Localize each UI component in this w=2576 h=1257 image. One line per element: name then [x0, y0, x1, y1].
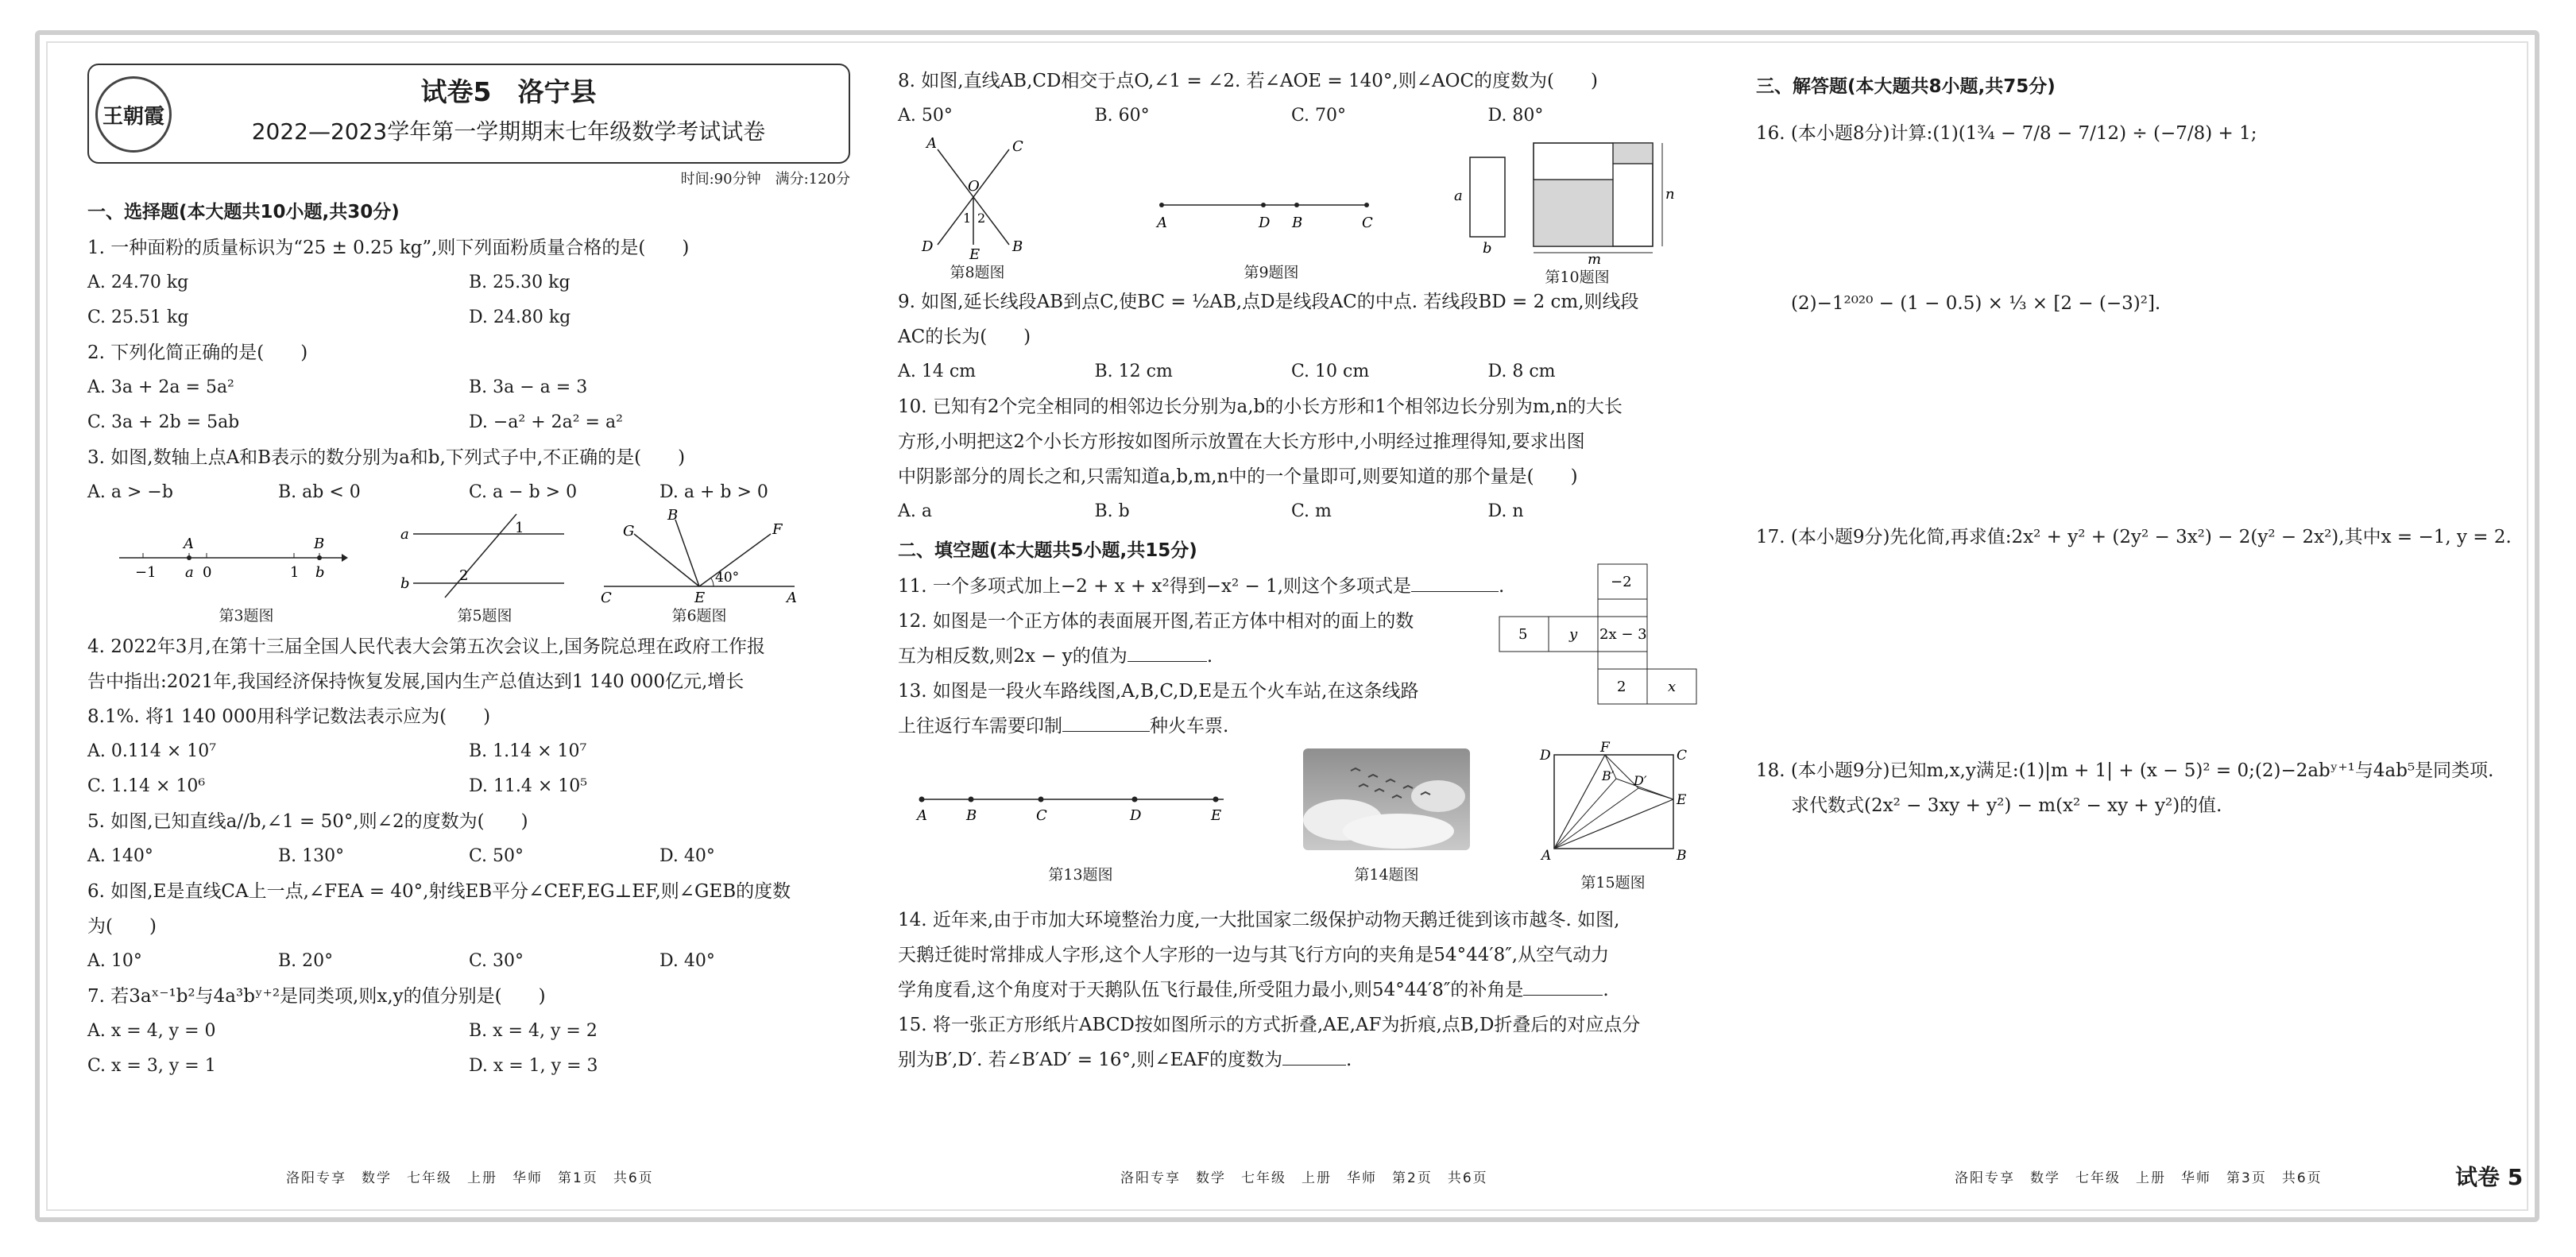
option: B. 25.30 kg — [469, 273, 571, 292]
question-15-line — [898, 1042, 1684, 1077]
answer-blank[interactable] — [1523, 995, 1603, 996]
figure-3-number-line — [111, 526, 350, 598]
figure-15-caption: 第15题图 — [1580, 874, 1646, 892]
option: C. x = 3, y = 1 — [87, 1056, 216, 1076]
fig3-label: B — [314, 536, 325, 552]
question-14-line: 14. 近年来,由于市加大环境整治力度,一大批国家二级保护动物天鹅迁徙到该市越冬. 如图, — [898, 910, 1620, 930]
question-10-line: 中阴影部分的周长之和,只需知道a,b,m,n中的一个量即可,则要知道的那个量是( ) — [898, 466, 1578, 487]
option: C. a − b > 0 — [469, 482, 578, 502]
option: A. 50° — [898, 106, 953, 126]
fig5-label: 2 — [459, 567, 469, 584]
fig8-label: D — [922, 238, 934, 255]
figure-10-rectangles — [1454, 133, 1677, 268]
figure-13-railway — [914, 783, 1232, 831]
fig5-label: a — [400, 526, 409, 543]
q12-text: 互为相反数,则2x − y的值为 — [898, 646, 1127, 667]
fig10-label: b — [1483, 240, 1492, 257]
options-q1 — [87, 300, 850, 335]
fig13-label: E — [1211, 807, 1222, 824]
answer-blank[interactable] — [1062, 731, 1150, 732]
figures-row-1 — [87, 507, 850, 629]
question-3: 3. 如图,数轴上点A和B表示的数分别为a和b,下列式子中,不正确的是( ) — [87, 447, 686, 468]
option: A. 24.70 kg — [87, 273, 189, 292]
option: C. 3a + 2b = 5ab — [87, 412, 240, 432]
fig6-label: 40° — [715, 570, 740, 586]
fig6-label: A — [787, 590, 797, 606]
fig10-label: n — [1665, 186, 1675, 203]
options-q1 — [87, 265, 850, 300]
figure-6-angles — [596, 507, 803, 606]
exam-meta: 时间:90分钟 满分:120分 — [680, 171, 850, 188]
q14-end: . — [1603, 980, 1609, 1000]
fig13-label: A — [917, 807, 927, 824]
options-q4 — [87, 769, 850, 804]
fig13-label: C — [1036, 807, 1047, 824]
fig3-label: −1 — [135, 564, 157, 581]
fig10-label: a — [1454, 188, 1463, 204]
net-cell: 2x − 3 — [1599, 626, 1647, 643]
fig9-label: C — [1362, 215, 1373, 231]
option: C. 70° — [1291, 106, 1347, 126]
exam-subtitle: 2022—2023学年第一学期期末七年级数学考试试卷 — [251, 118, 766, 145]
figure-5-caption: 第5题图 — [457, 607, 512, 625]
question-9-line: 9. 如图,延长线段AB到点C,使BC = ½AB,点D是线段AC的中点. 若线段BD = 2 cm,则线段 — [898, 292, 1639, 312]
option: B. ab < 0 — [278, 482, 361, 502]
option: B. 3a − a = 3 — [469, 377, 588, 397]
option: A. a — [898, 501, 932, 521]
q11-end: . — [1499, 576, 1505, 597]
options-q4 — [87, 734, 850, 769]
figure-14-swans-photo — [1303, 748, 1470, 850]
fig3-label: b — [315, 564, 325, 581]
column-2 — [898, 64, 1688, 1077]
page-footer: 洛阳专享 数学 七年级 上册 华师 第3页 共6页 — [1955, 1170, 2323, 1186]
fig15-label: D — [1540, 748, 1551, 764]
fig8-label: 1 — [963, 211, 972, 226]
question-18-line: 求代数式(2x² − 3xy + y²) − m(x² − xy + y²)的值. — [1791, 795, 2222, 816]
question-4-line: 4. 2022年3月,在第十三届全国人民代表大会第五次会议上,国务院总理在政府工作报 — [87, 636, 766, 657]
option: D. x = 1, y = 3 — [469, 1056, 598, 1076]
fig15-label: C — [1677, 748, 1688, 764]
question-10-line: 10. 已知有2个完全相同的相邻边长分别为a,b的小长方形和1个相邻边长分别为m,n的大长 — [898, 396, 1623, 417]
question-7: 7. 若3aˣ⁻¹b²与4a³bʸ⁺²是同类项,则x,y的值分别是( ) — [87, 986, 546, 1007]
section-title: 一、选择题(本大题共10小题,共30分) — [87, 202, 400, 222]
option: A. 140° — [87, 846, 153, 866]
logo-text: 王朝霞 — [102, 104, 164, 129]
question-4-line: 告中指出:2021年,我国经济保持恢复发展,国内生产总值达到1 140 000亿元,增长 — [87, 671, 745, 692]
answer-blank[interactable] — [1282, 1065, 1346, 1066]
question-2: 2. 下列化简正确的是( ) — [87, 342, 308, 363]
fig3-label: 0 — [203, 564, 212, 581]
fig8-label: O — [968, 178, 980, 195]
fig13-label: D — [1130, 807, 1142, 824]
column-3 — [1756, 64, 2512, 823]
fig13-label: B — [966, 807, 977, 824]
options-q7 — [87, 1014, 850, 1049]
option: D. n — [1487, 501, 1524, 521]
q13-end: 种火车票. — [1150, 716, 1229, 737]
answer-space — [1756, 321, 2495, 520]
fig15-label: F — [1600, 740, 1610, 756]
figure-3-caption: 第3题图 — [219, 607, 274, 625]
fig5-label: b — [400, 575, 410, 592]
fig6-label: B — [667, 507, 679, 524]
answer-blank[interactable] — [1127, 661, 1207, 662]
options-q2 — [87, 370, 850, 405]
option: C. 1.14 × 10⁶ — [87, 776, 206, 796]
fig6-label: E — [694, 590, 706, 606]
options-q8 — [898, 99, 1684, 133]
fig8-label: C — [1012, 138, 1023, 155]
fig8-label: E — [969, 246, 981, 263]
section-title: 二、填空题(本大题共5小题,共15分) — [898, 540, 1197, 561]
option: B. 12 cm — [1094, 362, 1173, 381]
figure-13-caption: 第13题图 — [1048, 866, 1113, 884]
figure-9-segment — [1152, 189, 1390, 245]
page-footer: 洛阳专享 数学 七年级 上册 华师 第1页 共6页 — [286, 1170, 654, 1186]
options-q6 — [87, 944, 850, 979]
fig6-label: C — [601, 590, 612, 606]
page-footer: 洛阳专享 数学 七年级 上册 华师 第2页 共6页 — [1120, 1170, 1488, 1186]
option: D. 40° — [659, 951, 715, 971]
fig9-label: A — [1157, 215, 1167, 231]
option: A. 10° — [87, 951, 142, 971]
option: A. 3a + 2a = 5a² — [87, 377, 234, 397]
option: B. b — [1094, 501, 1130, 521]
fig8-label: 2 — [977, 211, 986, 226]
fig15-label: B — [1677, 848, 1687, 864]
option: C. 10 cm — [1291, 362, 1370, 381]
fig9-label: B — [1292, 215, 1303, 231]
option: D. −a² + 2a² = a² — [469, 412, 623, 432]
option: D. 80° — [1487, 106, 1544, 126]
question-15-line: 15. 将一张正方形纸片ABCD按如图所示的方式折叠,AE,AF为折痕,点B,D折叠后的对应点分 — [898, 1015, 1641, 1035]
cube-net-figure — [1490, 561, 1704, 720]
fig6-label: F — [772, 521, 783, 538]
brand-logo-icon — [95, 76, 172, 153]
question-14-line — [898, 973, 1684, 1008]
q15-text: 别为B′,D′. 若∠B′AD′ = 16°,则∠EAF的度数为 — [898, 1050, 1282, 1070]
question-18-line: 18. (本小题9分)已知m,x,y满足:(1)|m + 1| + (x − 5)² = 0;(2)−2abʸ⁺¹与4ab⁵是同类项. — [1756, 760, 2494, 781]
exam-title: 试卷5 洛宁县 — [420, 76, 597, 107]
option: B. 60° — [1094, 106, 1150, 126]
option: A. x = 4, y = 0 — [87, 1021, 216, 1041]
q15-end: . — [1346, 1050, 1352, 1070]
question-12-line: 12. 如图是一个正方体的表面展开图,若正方体中相对的面上的数 — [898, 611, 1414, 632]
question-6-line: 为( ) — [87, 916, 157, 937]
fig15-label: D′ — [1634, 773, 1647, 788]
question-8: 8. 如图,直线AB,CD相交于点O,∠1 = ∠2. 若∠AOE = 140°,则∠AOC的度数为( ) — [898, 71, 1598, 91]
fig8-label: A — [926, 135, 937, 152]
options-q3 — [87, 475, 850, 510]
option: A. 14 cm — [898, 362, 977, 381]
column-1 — [87, 64, 850, 1084]
question-10-line: 方形,小明把这2个小长方形按如图所示放置在大长方形中,小明经过推理得知,要求出图 — [898, 431, 1585, 452]
question-9-line: AC的长为( ) — [898, 327, 1031, 347]
exam-header — [87, 64, 850, 164]
options-q10 — [898, 494, 1684, 529]
fig9-label: D — [1259, 215, 1271, 231]
answer-space — [1756, 151, 2495, 286]
question-1: 1. 一种面粉的质量标识为“25 ± 0.25 kg”,则下列面粉质量合格的是( ) — [87, 238, 690, 258]
option: B. 1.14 × 10⁷ — [469, 741, 587, 761]
q14-text: 学角度看,这个角度对于天鹅队伍飞行最佳,所受阻力最小,则54°44′8″的补角是 — [898, 980, 1524, 1000]
fig3-label: A — [184, 536, 194, 552]
net-cell: x — [1668, 679, 1677, 695]
q13-text: 上往返行车需要印制 — [898, 716, 1062, 737]
options-q9 — [898, 354, 1684, 389]
net-cell: y — [1569, 626, 1578, 643]
option: C. 30° — [469, 951, 524, 971]
question-16-part1: 16. (本小题8分)计算:(1)(1¾ − 7/8 − 7/12) ÷ (−7/8) + 1; — [1756, 123, 2257, 144]
figures-row-2 — [898, 133, 1684, 284]
question-6-line: 6. 如图,E是直线CA上一点,∠FEA = 40°,射线EB平分∠CEF,EG⊥EF,则∠GEB的度数 — [87, 881, 791, 902]
net-cell: 2 — [1617, 679, 1626, 695]
option: B. x = 4, y = 2 — [469, 1021, 598, 1041]
q12-end: . — [1206, 646, 1213, 667]
answer-blank[interactable] — [1411, 591, 1499, 592]
fig6-label: G — [623, 523, 635, 540]
option: C. 25.51 kg — [87, 307, 189, 327]
option: C. 50° — [469, 846, 524, 866]
figure-5-parallel-lines — [397, 510, 572, 598]
fig15-label: B′ — [1602, 768, 1615, 783]
fig5-label: 1 — [515, 520, 524, 536]
fill-blank-block — [898, 569, 1684, 744]
figure-8-intersecting-lines — [914, 133, 1033, 263]
q11-text: 11. 一个多项式加上−2 + x + x²得到−x² − 1,则这个多项式是 — [898, 576, 1412, 597]
option: D. 11.4 × 10⁵ — [469, 776, 588, 796]
figure-14-caption: 第14题图 — [1354, 866, 1419, 884]
option: C. m — [1291, 501, 1332, 521]
option: B. 20° — [278, 951, 334, 971]
options-q7 — [87, 1049, 850, 1084]
fig3-label: a — [185, 564, 194, 581]
question-5: 5. 如图,已知直线a//b,∠1 = 50°,则∠2的度数为( ) — [87, 811, 528, 832]
figure-9-caption: 第9题图 — [1244, 264, 1299, 281]
question-13-line: 13. 如图是一段火车路线图,A,B,C,D,E是五个火车站,在这条线路 — [898, 681, 1419, 702]
fig3-label: 1 — [290, 564, 300, 581]
figure-6-caption: 第6题图 — [671, 607, 727, 625]
figure-8-caption: 第8题图 — [950, 264, 1005, 281]
option: B. 130° — [278, 846, 345, 866]
fig15-label: A — [1541, 848, 1552, 864]
figures-row-3 — [898, 740, 1688, 903]
options-q2 — [87, 405, 850, 440]
option: D. 40° — [659, 846, 715, 866]
net-cell: 5 — [1518, 626, 1528, 643]
option: A. 0.114 × 10⁷ — [87, 741, 217, 761]
fig8-label: B — [1012, 238, 1023, 255]
question-17: 17. (本小题9分)先化简,再求值:2x² + y² + (2y² − 3x²) − 2(y² − 2x²),其中x = −1, y = 2. — [1756, 527, 2512, 547]
net-cell: −2 — [1611, 574, 1632, 590]
question-4-line: 8.1%. 将1 140 000用科学记数法表示应为( ) — [87, 706, 491, 727]
question-16-part2: (2)−1²⁰²⁰ − (1 − 0.5) × ⅓ × [2 − (−3)²]. — [1791, 293, 2161, 314]
option: D. 24.80 kg — [469, 307, 571, 327]
fig10-label: m — [1588, 251, 1602, 268]
figure-10-caption: 第10题图 — [1545, 269, 1610, 286]
page-label: 试卷 5 — [2455, 1164, 2524, 1190]
fig15-label: E — [1677, 792, 1687, 808]
option: A. a > −b — [87, 482, 173, 502]
answer-space — [1756, 555, 2495, 753]
figure-15-folded-square — [1534, 740, 1692, 864]
options-q5 — [87, 839, 850, 874]
option: D. a + b > 0 — [659, 482, 768, 502]
option: D. 8 cm — [1487, 362, 1556, 381]
question-14-line: 天鹅迁徙时常排成人字形,这个人字形的一边与其飞行方向的夹角是54°44′8″,从空气动力 — [898, 945, 1610, 965]
section-title: 三、解答题(本大题共8小题,共75分) — [1756, 76, 2056, 97]
